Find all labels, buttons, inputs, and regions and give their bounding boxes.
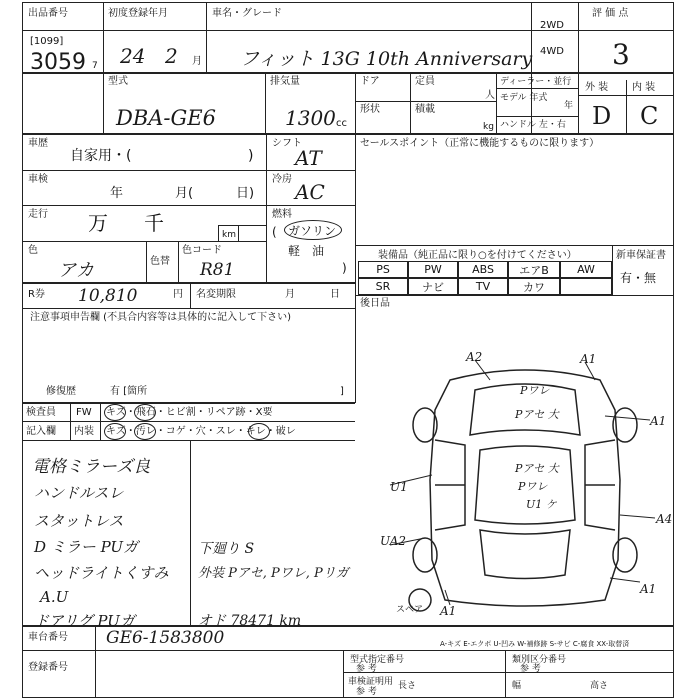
recycle-unit: 円 (173, 289, 183, 300)
load-label: 積載 (415, 104, 435, 115)
fw-circle-1 (104, 404, 126, 421)
inspector-label-1: 検査員 (26, 407, 56, 418)
int-circle-2 (134, 423, 156, 440)
mark-u1-left: U1 (390, 480, 408, 494)
recycle-label: R券 (28, 289, 45, 300)
equip-blank (560, 278, 612, 295)
repair-value: 有 [箇所 (110, 386, 148, 397)
note-line-1: 電格ミラーズ良 (32, 457, 151, 477)
note-line-4: D ミラー PUガ (34, 538, 139, 556)
displacement-value: 1300 (285, 106, 336, 130)
mark-u1-roof: U1 ケ (526, 498, 557, 511)
repair-label: 修復歴 (46, 386, 76, 397)
color-value: アカ (58, 260, 94, 281)
note-line-7: ドアリグ PUガ (34, 612, 135, 630)
type-value: DBA-GE6 (116, 106, 216, 130)
equip-label: 装備品（純正品に限り○を付けてください） (378, 250, 577, 261)
recycle-value: 10,810 (78, 286, 138, 306)
interior-check-text: キズ・汚レ・コゲ・穴・スレ・キレ・破レ (106, 426, 296, 437)
mark-pware-front: Pワレ (520, 384, 550, 397)
equip-airbag: エアB (508, 261, 560, 278)
score-label: 評 価 点 (592, 8, 629, 19)
note-right-3: オド 78471 km (198, 613, 302, 629)
spare-label: スペア (396, 605, 424, 615)
equip-navi: ナビ (408, 278, 458, 295)
registration-number-label: 登録番号 (28, 662, 68, 673)
exterior-grade: D (592, 102, 612, 130)
first-reg-month-unit: 月 (192, 56, 202, 67)
shift-value: AT (295, 146, 322, 170)
aircon-value: AC (295, 180, 325, 204)
capacity-unit: 人 (485, 90, 495, 101)
equip-tv: TV (458, 278, 508, 295)
wd-2-label: 2WD (540, 20, 564, 31)
inspection-month: 月( (175, 186, 194, 201)
door-label: ドア (360, 76, 380, 87)
type-cert-label: 型式指定番号 (350, 655, 405, 665)
first-reg-month: 2 (165, 44, 178, 68)
fw-circle-2 (134, 404, 156, 421)
mark-a1-top: A1 (580, 352, 597, 366)
repaint-label: 色替 (150, 256, 170, 267)
mark-a1-right: A1 (650, 414, 667, 428)
score-value: 3 (612, 38, 630, 71)
interior-label: 内 装 (632, 82, 656, 93)
inspection-label: 車検 (28, 174, 48, 185)
repair-close: ] (340, 386, 344, 397)
warranty-label: 新車保証書 (616, 250, 666, 261)
rear-items-label: 後日品 (360, 298, 390, 309)
fuel-label: 燃料 (272, 209, 292, 220)
fuel-gasoline: ガソリン (288, 224, 337, 238)
lot-number: 3059 (30, 50, 86, 75)
equip-aw: AW (560, 261, 612, 278)
int-circle-1 (104, 423, 126, 440)
reg-cert-ref: 参 考 (356, 687, 377, 697)
int-circle-3 (248, 423, 270, 440)
history-label: 車歴 (28, 138, 48, 149)
chassis-label: 車台番号 (28, 632, 68, 643)
equip-sr: SR (358, 278, 408, 295)
inspection-year: 年 (110, 186, 124, 201)
model-year-unit: 年 (564, 101, 574, 111)
dealer-label: ディーラー・並行 (500, 77, 572, 87)
fw-text: キズ・飛石・ヒビ割・リペア跡・X要 (106, 407, 273, 418)
height-label: 高さ (590, 681, 609, 691)
mark-a4-right: A4 (656, 512, 673, 526)
mileage-unit: km (222, 230, 236, 240)
color-code-value: R81 (200, 260, 235, 280)
model-value: フィット 13G 10th Anniversary (240, 48, 533, 70)
type-label: 型式 (108, 76, 128, 87)
model-label: 車名・グレード (212, 8, 282, 19)
length-label: 長さ (398, 681, 417, 691)
shift-label: シフト (272, 138, 302, 149)
wd-4-label: 4WD (540, 46, 564, 57)
warranty-value: 有・無 (620, 271, 657, 285)
handle-label: ハンドル 左・右 (500, 120, 566, 130)
class-label: 類別区分番号 (512, 655, 567, 665)
history-close: ) (248, 148, 254, 164)
equip-ps: PS (358, 261, 408, 278)
mark-pase-front: Pアセ 大 (515, 408, 559, 421)
note-right-2: 外装 Pアセ, Pワレ, Pリガ (198, 566, 349, 581)
aircon-label: 冷房 (272, 174, 292, 185)
shape-label: 形状 (360, 104, 380, 115)
mileage-sen: 千 (144, 211, 164, 235)
equip-leather: カワ (508, 278, 560, 295)
displacement-unit: cc (336, 118, 347, 129)
note-line-6: A.U (40, 588, 69, 606)
mark-a1-rear: A1 (640, 582, 657, 596)
lot-label: 出品番号 (28, 8, 68, 19)
model-year-label: モデル 年式 (500, 93, 548, 103)
note-right-1: 下廻り S (198, 541, 255, 557)
equip-pw: PW (408, 261, 458, 278)
registration-month: 月 (285, 289, 295, 300)
mark-a2-top: A2 (466, 350, 483, 364)
first-reg-label: 初度登録年月 (108, 8, 168, 19)
fuel-paren-close: ) (342, 261, 347, 275)
fuel-diesel: 軽 油 (288, 244, 325, 258)
equip-abs: ABS (458, 261, 508, 278)
class-ref: 参 考 (520, 664, 541, 674)
registration-day: 日 (330, 289, 340, 300)
note-line-2: ハンドルスレ (34, 484, 124, 502)
color-code-label: 色コード (182, 245, 222, 256)
mark-ua2-left: UA2 (380, 534, 407, 548)
chassis-value: GE6-1583800 (106, 628, 225, 648)
load-unit: kg (483, 122, 494, 132)
mileage-man: 万 (88, 211, 108, 235)
notes-label: 注意事項申告欄 (不具合内容等は具体的に記入して下さい) (30, 312, 291, 323)
fw-label: FW (76, 407, 92, 418)
capacity-label: 定員 (415, 76, 435, 87)
mileage-label: 走行 (28, 209, 48, 220)
width-label: 幅 (512, 681, 522, 691)
fuel-paren-open: ( (272, 225, 277, 239)
mark-pware-roof: Pワレ (518, 480, 548, 493)
registration-label: 名変期限 (196, 289, 236, 300)
fuel-circle-mark (284, 220, 342, 240)
interior-check-label: 内装 (74, 426, 94, 437)
lot-code: [1099] (30, 36, 64, 47)
lot-suffix: 7 (92, 61, 98, 71)
reg-cert-label: 車検証明用 (348, 677, 394, 687)
sales-label: セールスポイント（正常に機能するものに限ります） (360, 138, 600, 149)
type-cert-ref: 参 考 (356, 664, 377, 674)
inspection-day: 日) (236, 186, 255, 201)
color-label: 色 (28, 245, 38, 256)
first-reg-year: 24 (120, 44, 146, 68)
damage-legend: A-キズ E-エクボ U-凹み W-補修跡 S-サビ C-腐食 XX-取替済 (440, 640, 630, 648)
exterior-label: 外 装 (585, 82, 609, 93)
inspector-label-2: 記入欄 (26, 426, 56, 437)
mark-a1-bottom: A1 (440, 604, 457, 618)
history-value: 自家用・( (70, 148, 132, 164)
displacement-label: 排気量 (270, 76, 300, 87)
note-line-3: スタットレス (34, 512, 124, 530)
interior-grade: C (640, 102, 659, 130)
note-line-5: ヘッドライトくすみ (34, 564, 169, 582)
mark-pase-roof: Pアセ 大 (515, 462, 559, 475)
